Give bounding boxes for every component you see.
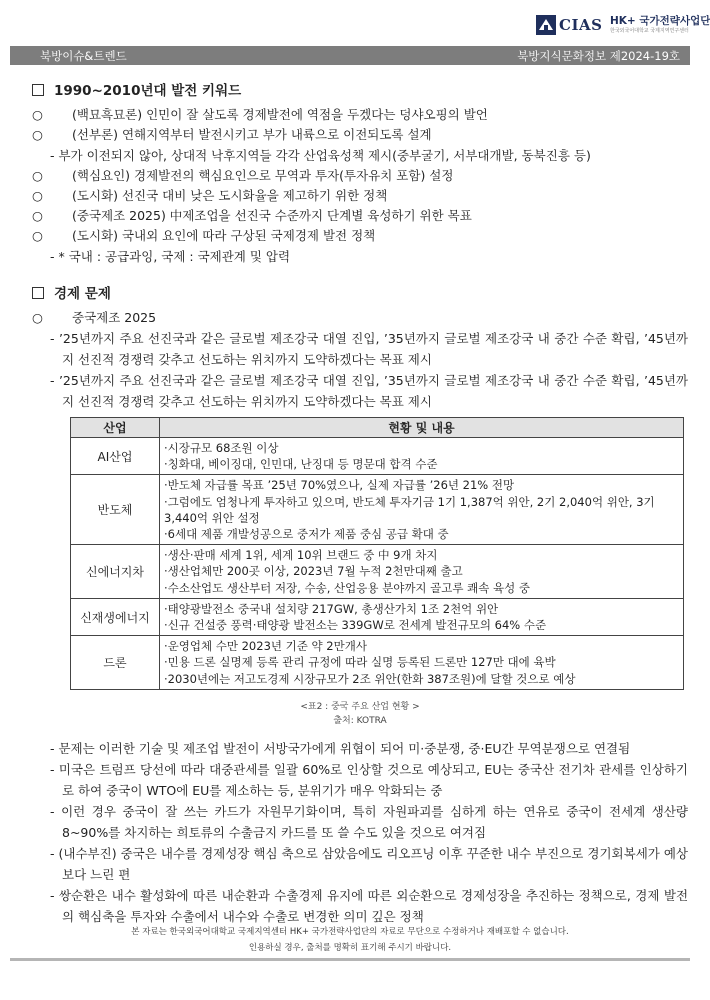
circle-bullet-icon: ○: [32, 310, 43, 325]
circle-bullet-icon: ○: [32, 107, 43, 122]
main-content: [32, 82, 688, 927]
footer-divider: [10, 958, 690, 961]
list-item: ○ (핵심요인) 경제발전의 핵심요인으로 무역과 투자(투자유치 포함) 설정: [32, 166, 688, 186]
section-heading: 1990~2010년대 발전 키워드: [32, 82, 688, 100]
table-row: [71, 636, 684, 690]
banner-category: 북방이슈&트렌드: [40, 49, 127, 63]
list-subitem: - 쌍순환은 내수 활성화에 따른 내순환과 수출경제 유지에 따른 외순환으로 경제성장을 추진하는 정책으로, 경제 발전의 핵심축을 투자와 수출에서 내수와 수출로 변경한 의미 깊은 정책: [50, 887, 689, 924]
cias-logo: [535, 10, 710, 42]
table-header-row: [71, 418, 684, 438]
logo-cias-text: CIAS: [559, 16, 603, 34]
table-row: [71, 545, 684, 599]
table-cell-details: ·운영업체 수만 2023년 기준 약 2만개사 ·민용 드론 실명제 등록 관리 규정에 따라 실명 등록된 드론만 127만 대에 육박 ·2030년에는 저고도경제 시장규모가 2조 위안(한화 387조원)에 달할 것으로 예상: [160, 636, 684, 690]
table-cell-category: 반도체: [71, 475, 160, 545]
table-cell-category: 드론: [71, 636, 160, 690]
circle-bullet-icon: ○: [32, 228, 43, 243]
list-item: ○ (도시화) 국내외 요인에 따라 구상된 국제경제 발전 정책: [32, 226, 688, 246]
header-banner: [10, 46, 690, 65]
logo-hk-text: HK+ 국가전략사업단: [610, 15, 710, 27]
industry-status-table: [70, 417, 684, 690]
list-subitem: - 문제는 이러한 기술 및 제조업 발전이 서방국가에게 위협이 되어 미·중분쟁, 중·EU간 무역분쟁으로 연결됨: [50, 740, 631, 756]
banner-issue-number: 북방지식문화정보 제2024-19호: [517, 49, 680, 63]
list-item: ○ (중국제조 2025) 中제조업을 선진국 수준까지 단계별 육성하기 위한 목표: [32, 206, 688, 226]
table-row: [71, 598, 684, 635]
table-cell-details: ·시장규모 68조원 이상 ·칭화대, 베이징대, 인민대, 난징대 등 명문대 합격 수준: [160, 438, 684, 475]
table-header-industry: 산업: [71, 418, 160, 438]
logo-subtitle: 한국외국어대학교 국제지역연구센터: [610, 28, 689, 34]
circle-bullet-icon: ○: [32, 127, 43, 142]
table-row: [71, 438, 684, 475]
list-item: ○ (선부론) 연해지역부터 발전시키고 부가 내륙으로 이전되도록 설계: [32, 125, 688, 145]
checkbox-square-icon: [32, 287, 44, 299]
list-subitem: - ’25년까지 주요 선진국과 같은 글로벌 제조강국 대열 진입, ’35년까지 글로벌 제조강국 내 중간 수준 확립, ’45년까지 선진적 경쟁력 갖추고 선도하는 위치까지 도약하겠다는 목표 제시: [50, 331, 688, 367]
table-source: 출처: KOTRA: [333, 715, 387, 726]
table-caption: <표2 : 중국 주요 산업 현황 > 출처: KOTRA: [32, 700, 688, 728]
circle-bullet-icon: ○: [32, 168, 43, 183]
list-subitem: - 미국은 트럼프 당선에 따라 대중관세를 일괄 60%로 인상할 것으로 예상되고, EU는 중국산 전기차 관세를 인상하기로 하여 중국이 WTO에 EU를 제소하는 등, 분위기가 매우 악화되는 중: [50, 761, 688, 798]
list-item: ○ (백묘흑묘론) 인민이 잘 살도록 경제발전에 역점을 두겠다는 덩샤오핑의 발언: [32, 105, 688, 125]
section-heading: 경제 문제: [32, 285, 688, 303]
list-subitem: - 부가 이전되지 않아, 상대적 낙후지역들 각각 산업육성책 제시(중부굴기, 서부대개발, 동북진흥 등): [50, 148, 591, 163]
table-cell-category: 신에너지차: [71, 545, 160, 599]
circle-bullet-icon: ○: [32, 188, 43, 203]
circle-bullet-icon: ○: [32, 208, 43, 223]
list-subitem: - (내수부진) 중국은 내수를 경제성장 핵심 축으로 삼았음에도 리오프닝 이후 꾸준한 내수 부진으로 경기회복세가 예상보다 느린 편: [50, 845, 689, 882]
list-subitem: - ’25년까지 주요 선진국과 같은 글로벌 제조강국 대열 진입, ’35년까지 글로벌 제조강국 내 중간 수준 확립, ’45년까지 선진적 경쟁력 갖추고 선도하는 위치까지 도약하겠다는 목표 제시: [50, 373, 688, 409]
checkbox-square-icon: [32, 84, 44, 96]
list-item: ○ (도시화) 선진국 대비 낮은 도시화율을 제고하기 위한 정책: [32, 186, 688, 206]
list-item: ○ 중국제조 2025: [32, 308, 688, 328]
table-cell-details: ·반도체 자급률 목표 ’25년 70%였으나, 실제 자급률 ’26년 21% 전망 ·그럼에도 엄청나게 투자하고 있으며, 반도체 투자기금 1기 1,387억 위안, 2기 2,040억 위안, 3기 3,440억 위안 설정 ·6세대 제품 개발성공으로 중저가 제품 중심 공급 확대 중: [160, 475, 684, 545]
table-cell-category: 신재생에너지: [71, 598, 160, 635]
table-cell-details: ·생산·판매 세계 1위, 세계 10위 브랜드 중 中 9개 차지 ·생산업체만 200곳 이상, 2023년 7월 누적 2천만대째 출고 ·수소산업도 생산부터 저장, 수송, 산업응용 분야까지 골고루 쾌속 육성 중: [160, 545, 684, 599]
cias-emblem-icon: [535, 14, 557, 36]
copyright-notice: 본 자료는 한국외국어대학교 국제지역센터 HK+ 국가전략사업단의 자료로 무단으로 수정하거나 재배포할 수 없습니다. 인용하실 경우, 출처를 명확히 표기해 주시기 바랍니다.: [131, 927, 569, 953]
table-header-status: 현황 및 내용: [160, 418, 684, 438]
list-subitem: - 이런 경우 중국이 잘 쓰는 카드가 자원무기화이며, 특히 자원파괴를 심하게 하는 연유로 중국이 전세계 생산량 8~90%를 차지하는 희토류의 수출금지 카드를 또 쓸 수도 있을 것으로 여겨짐: [50, 803, 689, 840]
table-cell-details: ·태양광발전소 중국내 설치량 217GW, 총생산가치 1조 2천억 위안 ·신규 건설중 풍력·태양광 발전소는 339GW로 전세계 발전규모의 64% 수준: [160, 598, 684, 635]
table-row: [71, 475, 684, 545]
table-cell-category: AI산업: [71, 438, 160, 475]
list-subitem: - * 국내 : 공급과잉, 국제 : 국제관계 및 압력: [50, 249, 291, 264]
